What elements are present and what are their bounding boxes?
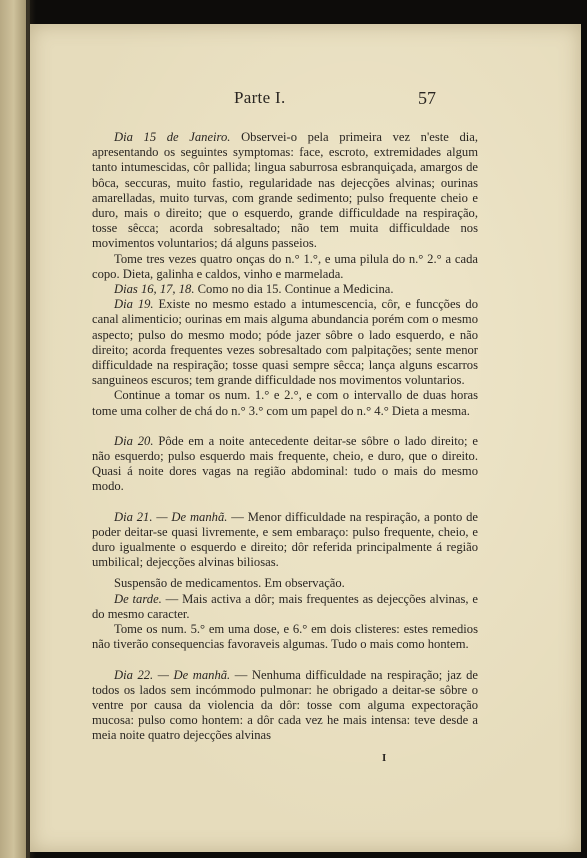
paragraph-text: Como no dia 15. Continue a Medicina.: [194, 282, 394, 297]
page-header: [30, 88, 581, 112]
paragraph-text: Tome os num. 5.° em uma dose, e 6.° em dois clisteres: estes remedios não tiverão consequencias favoraveis algumas. Tudo o mais como hontem.: [92, 622, 478, 652]
body-text: [92, 130, 478, 744]
paragraph-text: Observei-o pela primeira vez n'este dia, apresentando os seguintes symptomas: face, escroto, extremidades algum tanto intumescidas, côr pallida; lingua saburrosa esbranquiçada, amargos de bôca, seccuras, muito fastio, regularidade nas dejecções alvinas; ourinas amarelladas, muito turvas, com grande sedimento; pulso frequente cheio e duro, mais o direito; que o esquerdo, grande difficuldade na respiração, tosse sêcca; acorda sobresaltado; não tem muita difficuldade nos movimentos voluntarios; dá alguns passeios.: [92, 130, 478, 251]
paragraph-day-21: [92, 510, 478, 571]
day-heading: Dia 19.: [114, 297, 154, 312]
day-heading: Dia 15 de Janeiro.: [114, 130, 231, 144]
paragraph-day-15: [92, 130, 478, 252]
paragraph-afternoon: [92, 592, 478, 622]
signature-mark: I: [382, 752, 387, 764]
paragraph-day-22: [92, 668, 478, 744]
time-of-day: — De manhã.: [153, 667, 231, 682]
paragraph-day-20: [92, 434, 478, 495]
paragraph-text: — Menor difficuldade na respiração, a ponto de poder deitar-se quasi livremente, e sem embaraço: pulso frequente, cheio, e duro igualmente o esquerdo e direito; dôr referida principalmente á região umbilical; dejecções alvinas biliosas.: [92, 509, 479, 570]
day-heading: Dias 16, 17, 18.: [114, 282, 195, 297]
paragraph-text: Pôde em a noite antecedente deitar-se sôbre o lado direito; e não esquerdo; pulso esquerdo mais frequente, cheio, e duro, que o direito. Quasi á noite dores vagas na região abdominal: tudo o mais do mesmo modo.: [92, 433, 479, 494]
paragraph-text: Existe no mesmo estado a intumescencia, côr, e funcções do canal alimenticio; ourinas em mais alguma abundancia porém com o mesmo aspecto; pulso do mesmo modo; póde jazer sôbre o lado esquerdo, e não direito; acorda frequentes vezes sobresaltado com palpitações; sente menor difficuldade na respiração; tosse quasi sempre sêcca; lança alguns escarros sanguineos escuros; tem grande difficuldade nos movimentos voluntarios.: [92, 297, 479, 388]
observation-paragraph: [92, 576, 478, 591]
paragraph-text: Continue a tomar os num. 1.° e 2.°, e com o intervallo de duas horas tome uma colher de chá do n.° 3.° com um papel do n.° 4.° Dieta a mesma.: [92, 388, 478, 418]
day-heading: Dia 21.: [114, 509, 153, 524]
paragraph-text: Suspensão de medicamentos. Em observação.: [114, 576, 345, 591]
running-head: Parte I.: [234, 88, 286, 107]
paragraph-text: — Nenhuma difficuldade na respiração; jaz de todos os lados sem incómmodo pulmonar: he obrigado a deitar-se sôbre o ventre por causa da violencia da dôr: tosse com alguma expectoração mucosa: pulso como hontem: a dôr cada vez he mais intensa: teve desde a meia noite quatro dejecções alvinas: [92, 667, 478, 743]
paragraph-text: — Mais activa a dôr; mais frequentes as dejecções alvinas, e do mesmo caracter.: [92, 591, 478, 621]
paragraph-days-16-18: [92, 282, 478, 297]
page-number: 57: [418, 88, 436, 108]
day-heading: Dia 22.: [114, 667, 154, 682]
time-of-day: — De manhã.: [152, 509, 228, 524]
prescription-paragraph: [92, 622, 478, 652]
paragraph-text: Tome tres vezes quatro onças do n.° 1.°, e uma pilula do n.° 2.° a cada copo. Dieta, galinha e caldos, vinho e marmelada.: [92, 251, 478, 281]
prescription-paragraph: [92, 252, 478, 282]
paragraph-day-19: [92, 297, 478, 388]
book-page: [30, 24, 581, 852]
day-heading: De tarde.: [114, 591, 162, 606]
day-heading: Dia 20.: [114, 433, 154, 448]
prescription-paragraph: [92, 388, 478, 418]
